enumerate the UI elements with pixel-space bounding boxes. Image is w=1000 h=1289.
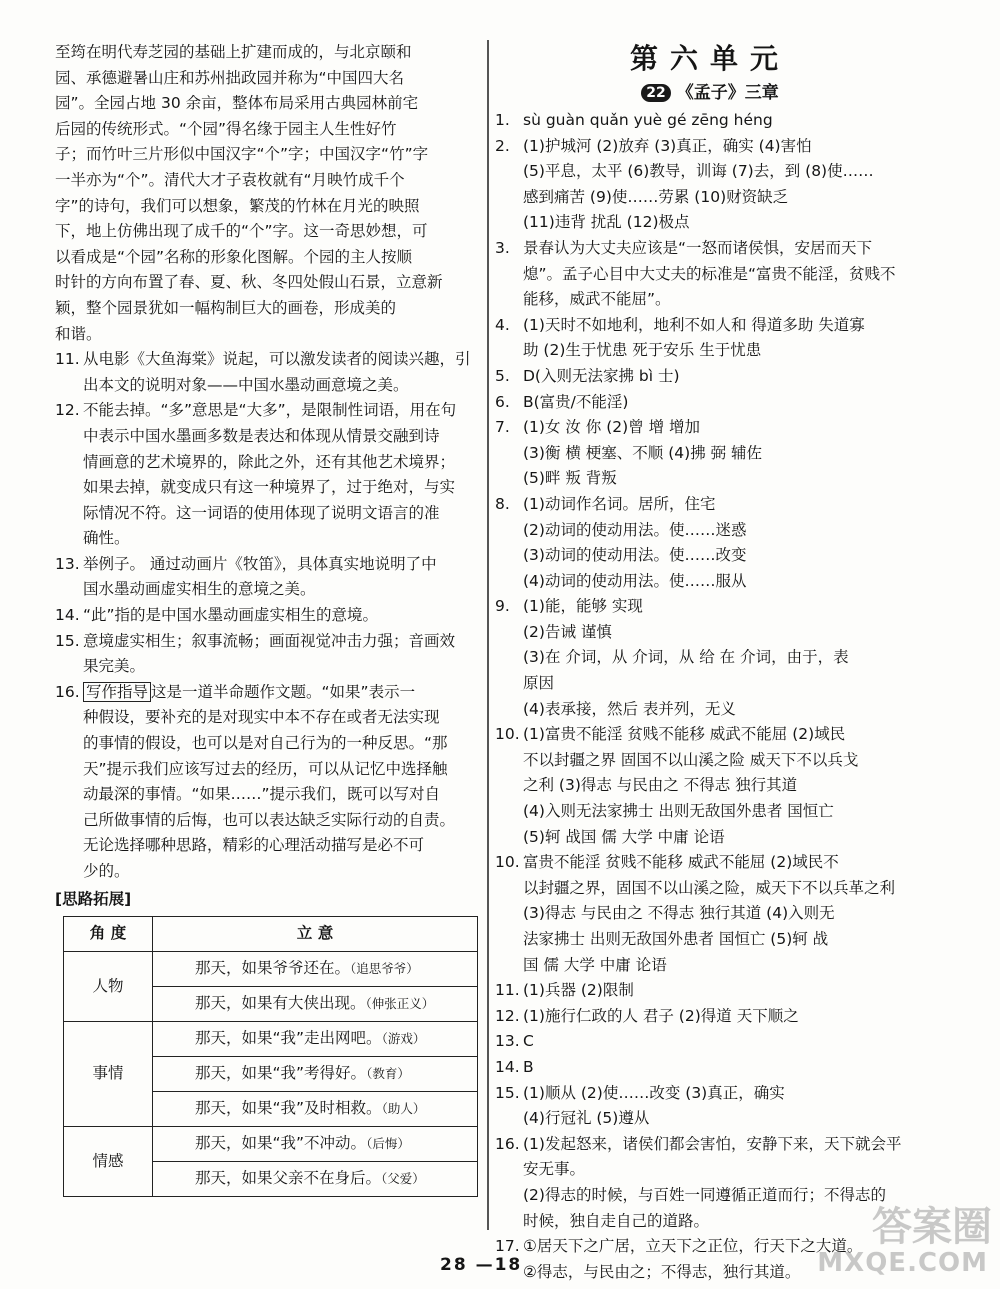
text-line: 助 (2)生于忧患 死于安乐 生于忧患 <box>523 341 762 360</box>
answer-text <box>83 347 480 398</box>
text-line: (1)动词作名词。居所，住宅 <box>523 494 716 513</box>
text-line: ①居天下之广居，立天下之正位，行天下之大道。 <box>523 1237 863 1256</box>
theme-cell <box>153 1022 478 1057</box>
text-segment: 种假设，要补充的是对现实中本不存在或者无法实现 <box>83 708 440 727</box>
theme-note: （追思爷爷） <box>350 961 419 977</box>
text-line <box>83 859 480 885</box>
theme-text: 那天，如果“我”考得好。 <box>195 1064 367 1083</box>
answer-15 <box>55 629 480 680</box>
text-line <box>83 808 480 834</box>
text-line: 国水墨动画虚实相生的意境之美。 <box>83 580 316 599</box>
text-line: 以看成是“个园”名称的形象化图解。个园的主人按顺 <box>55 247 413 266</box>
text-line: C <box>523 1032 534 1051</box>
text-line: 原因 <box>523 674 555 693</box>
answer-11 <box>55 347 480 398</box>
right-column <box>495 40 925 1285</box>
header-angle: 角 度 <box>64 917 153 952</box>
text-line: 至筠在明代寿芝园的基础上扩建而成的，与北京颐和 <box>55 43 412 61</box>
text-line: 以封疆之界，固国不以山溪之险，威天下不以兵革之利 <box>523 878 896 897</box>
answer-number: 2. <box>495 136 510 155</box>
text-line: 如果去掉，就变成只有这一种境界了，过于绝对，与实 <box>83 478 456 497</box>
answer-item <box>495 594 925 722</box>
answer-text <box>523 722 925 850</box>
answer-item <box>495 364 925 390</box>
answer-item <box>495 1029 925 1055</box>
theme-text: 那天，如果有大侠出现。 <box>195 994 366 1013</box>
answer-item <box>495 1055 925 1081</box>
header-theme: 立 意 <box>153 917 478 952</box>
answer-text <box>523 236 925 313</box>
answer-text <box>523 978 925 1004</box>
text-line: 确性。 <box>83 529 130 548</box>
ideas-table <box>63 916 478 1197</box>
theme-text: 那天，如果爷爷还在。 <box>195 959 351 978</box>
answer-number: 9. <box>495 597 510 616</box>
answer-number: 3. <box>495 238 510 257</box>
text-line: (2)动词的使动用法。使……迷惑 <box>523 520 747 539</box>
answer-text <box>523 390 925 416</box>
text-line <box>83 705 480 731</box>
theme-note: （教育） <box>366 1066 410 1082</box>
text-line: D(入则无法家拂 bì 士) <box>523 366 680 385</box>
theme-cell <box>153 1162 478 1197</box>
text-line: (1)兵器 (2)限制 <box>523 981 634 1000</box>
theme-note: （父爱） <box>381 1171 425 1187</box>
text-line: 安无事。 <box>523 1160 586 1179</box>
text-line: 法家拂士 出则无敌国外患者 国恒亡 (5)轲 战 <box>523 930 829 948</box>
text-line: (3)在 介词，从 介词，从 给 在 介词，由于，表 <box>523 648 849 667</box>
text-line: 能移，威武不能屈”。 <box>523 290 671 309</box>
text-line: 之利 (3)得志 与民由之 不得志 独行其道 <box>523 776 798 795</box>
text-line: B <box>523 1057 534 1076</box>
answer-number: 17. <box>495 1237 520 1256</box>
answer-12 <box>55 398 480 552</box>
text-line: 意境虚实相生；叙事流畅；画面视觉冲击力强；音画效 <box>83 631 456 650</box>
text-line: (1)顺从 (2)使……改变 (3)真正，确实 <box>523 1083 785 1102</box>
watermark-url: MXQE.COM <box>817 1248 988 1278</box>
text-line: (5)轲 战国 儒 大学 中庸 论语 <box>523 827 725 846</box>
table-header-row <box>64 917 478 952</box>
text-line: 字”的诗句，我们可以想象，繁茂的竹林在月光的映照 <box>55 196 420 215</box>
text-line: (4)动词的使动用法。使……服从 <box>523 571 747 590</box>
answer-text <box>523 492 925 594</box>
answer-14 <box>55 603 480 629</box>
text-line: (4)入则无法家拂士 出则无敌国外患者 国恒亡 <box>523 802 834 821</box>
text-line: 富贵不能淫 贫贱不能移 威武不能屈 (2)域民不 <box>523 853 839 872</box>
answer-number: 11. <box>55 350 80 369</box>
answer-text <box>523 108 925 134</box>
answer-number: 10. <box>495 725 520 744</box>
left-column <box>55 40 480 1197</box>
text-line: 出本文的说明对象——中国水墨动画意境之美。 <box>83 375 409 394</box>
text-line: 一半亦为“个”。清代大才子袁枚就有“月映竹成千个 <box>55 170 405 189</box>
theme-text: 那天，如果父亲不在身后。 <box>195 1169 382 1188</box>
answer-text <box>83 680 480 885</box>
text-line: 时候，独自走自己的道路。 <box>523 1211 710 1230</box>
answer-text <box>83 603 480 629</box>
text-line: 和谐。 <box>55 324 102 343</box>
text-line: (5)平息，太平 (6)教导，训诲 (7)去，到 (8)使…… <box>523 162 874 181</box>
answer-13 <box>55 552 480 603</box>
text-line: (3)得志 与民由之 不得志 独行其道 (4)入则无 <box>523 904 835 923</box>
answer-text <box>523 415 925 492</box>
answer-number: 15. <box>495 1083 520 1102</box>
text-line: 举例子。 通过动画片《牧笛》，具体真实地说明了中 <box>83 554 437 573</box>
text-line: (1)施行仁政的人 君子 (2)得道 天下顺之 <box>523 1006 799 1025</box>
text-line: ②得志，与民由之；不得志，独行其道。 <box>523 1262 801 1281</box>
answer-item <box>495 390 925 416</box>
text-line: 后园的传统形式。“个园”得名缘于园主人生性好竹 <box>55 119 397 138</box>
text-line <box>83 782 480 808</box>
text-line: “此”指的是中国水墨动画虚实相生的意境。 <box>83 606 379 625</box>
watermark-logo-text: 答案圈 <box>872 1203 992 1250</box>
text-line: 颖，整个园景犹如一幅构制巨大的画卷，形成美的 <box>55 298 397 317</box>
table-heading: [思路拓展] <box>55 889 132 908</box>
text-segment: 这是一道半命题作文题。“如果”表示一 <box>151 682 416 701</box>
text-line: 感到痛苦 (9)使……劳累 (10)财资缺乏 <box>523 187 789 206</box>
answer-number: 12. <box>495 1006 520 1025</box>
text-line: 国 儒 大学 中庸 论语 <box>523 955 667 974</box>
text-line: 中表示中国水墨画多数是表达和体现从情景交融到诗 <box>83 426 440 445</box>
answer-number: 6. <box>495 392 510 411</box>
text-line: 不能去掉。“多”意思是“大多”，是限制性词语，用在句 <box>83 401 457 420</box>
text-segment: 动最深的事情。“如果……”提示我们，既可以写对自 <box>83 785 441 804</box>
answer-item <box>495 850 925 978</box>
answer-text <box>83 552 480 603</box>
text-segment: 天”提示我们应该写过去的经历，可以从记忆中选择触 <box>83 759 448 778</box>
text-line: B(富贵/不能淫) <box>523 392 629 411</box>
answer-number: 8. <box>495 494 510 513</box>
answer-number: 11. <box>495 981 520 1000</box>
answer-item <box>495 1004 925 1030</box>
answer-number: 5. <box>495 366 510 385</box>
writing-guide-tag: 写作指导 <box>83 682 151 702</box>
text-line: 时针的方向布置了春、夏、秋、冬四处假山石景，立意新 <box>55 273 443 292</box>
answer-item <box>495 313 925 364</box>
text-line: (2)告诫 谨慎 <box>523 622 612 641</box>
theme-cell <box>153 952 478 987</box>
answer-number: 16. <box>495 1134 520 1153</box>
answer-item <box>495 978 925 1004</box>
text-line: 果完美。 <box>83 657 146 676</box>
text-segment: 少的。 <box>83 862 130 880</box>
answer-number: 13. <box>55 554 80 573</box>
theme-text: 那天，如果“我”不冲动。 <box>195 1134 367 1153</box>
text-line: (1)护城河 (2)放弃 (3)真正，确实 (4)害怕 <box>523 136 812 155</box>
answer-text <box>523 594 925 722</box>
text-line: 从电影《大鱼海棠》说起，可以激发读者的阅读兴趣，引 <box>83 350 471 369</box>
unit-title: 第六单元 <box>629 42 790 75</box>
text-line: (3)动词的使动用法。使……改变 <box>523 546 747 565</box>
theme-note: （游戏） <box>381 1031 426 1047</box>
answer-number: 4. <box>495 315 510 334</box>
answer-16 <box>55 680 480 885</box>
answer-item <box>495 134 925 236</box>
answer-number: 12. <box>55 401 80 420</box>
answer-text <box>523 1029 925 1055</box>
text-line <box>83 833 480 859</box>
lesson-heading <box>495 80 925 106</box>
theme-note: （后悔） <box>366 1136 410 1152</box>
text-line: (3)衡 横 梗塞、不顺 (4)拂 弼 辅佐 <box>523 443 763 462</box>
answer-text <box>523 850 925 978</box>
answer-number: 7. <box>495 418 510 437</box>
theme-text: 那天，如果“我”及时相救。 <box>195 1099 382 1118</box>
table-row <box>64 1022 478 1057</box>
text-line: 不以封疆之界 固国不以山溪之险 威天下不以兵戈 <box>523 750 859 769</box>
text-segment: 己所做事情的后悔，也可以表达缺乏实际行动的自责。 <box>83 810 456 829</box>
answer-text <box>523 1004 925 1030</box>
answer-number: 10. <box>495 853 520 872</box>
theme-cell <box>153 1057 478 1092</box>
answer-text <box>83 398 480 552</box>
category-cell: 事情 <box>64 1022 153 1127</box>
text-line: (2)得志的时候，与百姓一同遵循正道而行；不得志的 <box>523 1185 886 1204</box>
theme-cell <box>153 1127 478 1162</box>
text-line <box>83 731 480 757</box>
text-line: (1)富贵不能淫 贫贱不能移 威武不能屈 (2)域民 <box>523 725 846 744</box>
text-line: (11)违背 扰乱 (12)极点 <box>523 213 690 232</box>
answer-number: 14. <box>495 1057 520 1076</box>
answer-number: 15. <box>55 631 80 650</box>
text-line: (5)畔 叛 背叛 <box>523 469 617 488</box>
category-cell: 情感 <box>64 1127 153 1197</box>
text-line: 情画意的艺术境界的，除此之外，还有其他艺术境界； <box>83 452 456 471</box>
column-divider <box>487 40 489 1230</box>
answer-item <box>495 1081 925 1132</box>
text-line: 子；而竹叶三片形似中国汉字“个”字；中国汉字“竹”字 <box>55 145 429 164</box>
intro-paragraph <box>55 40 480 347</box>
theme-note: （伸张正义） <box>365 996 435 1012</box>
table-heading-label: 思路拓展 <box>62 889 125 908</box>
text-line: 熄”。孟子心目中大丈夫的标准是“富贵不能淫，贫贱不 <box>523 264 896 283</box>
answer-item <box>495 108 925 134</box>
theme-text: 那天，如果“我”走出网吧。 <box>195 1029 382 1048</box>
text-line: sù guàn quǎn yuè gé zēng héng <box>523 111 773 129</box>
answer-number: 1. <box>495 111 510 129</box>
text-line: (4)表承接，然后 表并列，无义 <box>523 699 736 718</box>
answer-text <box>523 134 925 236</box>
answer-number: 14. <box>55 606 80 625</box>
theme-note: （助人） <box>381 1101 426 1117</box>
answer-text <box>523 1081 925 1132</box>
answer-text <box>83 629 480 680</box>
theme-cell <box>153 987 478 1022</box>
text-line <box>83 680 480 706</box>
page-number: 28 —18 <box>440 1255 523 1275</box>
answer-text <box>523 364 925 390</box>
answer-number: 13. <box>495 1032 520 1051</box>
text-line: (1)发起怒来，诸侯们都会害怕，安静下来，天下就会平 <box>523 1134 902 1153</box>
theme-cell <box>153 1092 478 1127</box>
text-line: 下，地上仿佛出现了成千的“个”字。这一奇思妙想，可 <box>55 222 428 241</box>
text-line: 景春认为大丈夫应该是“一怒而诸侯惧，安居而天下 <box>523 238 873 257</box>
text-line: 园、承德避暑山庄和苏州拙政园并称为“中国四大名 <box>55 68 405 87</box>
text-line: 际情况不符。这一词语的使用体现了说明文语言的准 <box>83 503 440 522</box>
answer-item <box>495 236 925 313</box>
answer-text <box>523 1055 925 1081</box>
answer-number: 16. <box>55 682 80 701</box>
text-segment: 的事情的假设，也可以是对自己行为的一种反思。“那 <box>83 734 448 753</box>
answer-item <box>495 415 925 492</box>
lesson-title: 《孟子》三章 <box>676 83 779 103</box>
text-line: (1)能，能够 实现 <box>523 597 643 616</box>
text-line: (1)天时不如地利，地利不如人和 得道多助 失道寡 <box>523 315 865 334</box>
watermark-logo <box>807 1195 992 1280</box>
category-cell: 人物 <box>64 952 153 1022</box>
text-line: (4)行冠礼 (5)遵从 <box>523 1109 650 1128</box>
text-line: (1)女 汝 你 (2)曾 增 增加 <box>523 418 701 437</box>
table-row <box>64 1127 478 1162</box>
answer-item <box>495 722 925 850</box>
answer-list <box>495 108 925 1285</box>
answer-text <box>523 313 925 364</box>
lesson-number-badge: 22 <box>641 84 670 102</box>
text-segment: 无论选择哪种思路，精彩的心理活动描写是必不可 <box>83 836 425 855</box>
text-line: 园”。全园占地 30 余亩，整体布局采用古典园林前宅 <box>55 94 419 113</box>
answer-item <box>495 492 925 594</box>
text-line <box>83 757 480 783</box>
table-row <box>64 952 478 987</box>
